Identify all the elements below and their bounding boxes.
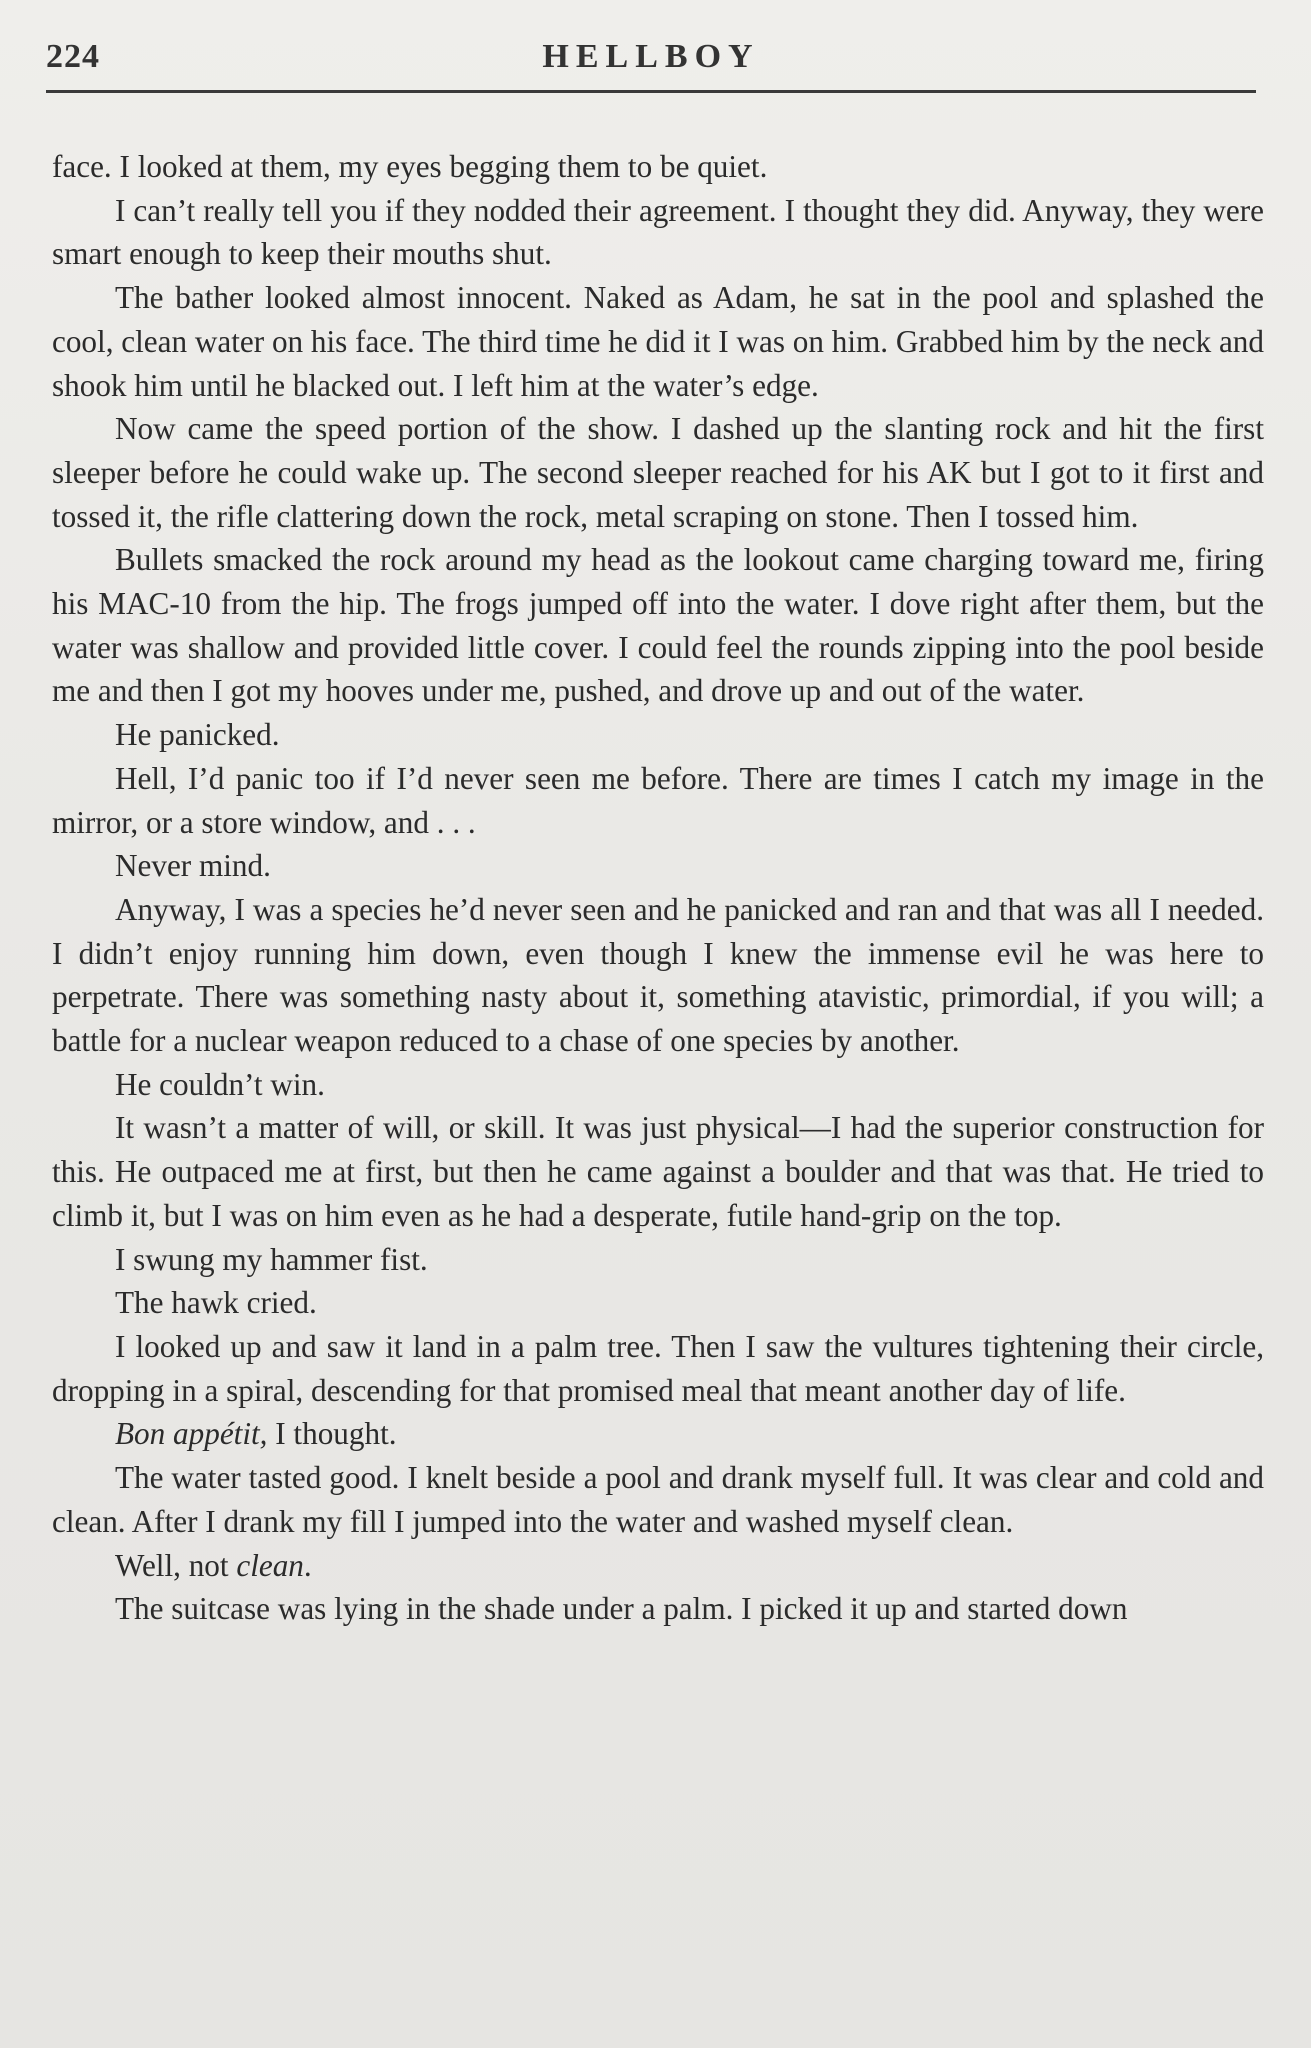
- italic-word: clean: [236, 1547, 304, 1583]
- body-text: [52, 145, 1264, 1631]
- paragraph: Hell, I’d panic too if I’d never seen me before. There are times I catch my image in the mirror, or a store window, and . . .: [52, 760, 1264, 840]
- paragraph-not-clean: [52, 1544, 1264, 1588]
- paragraph: I can’t really tell you if they nodded their agreement. I thought they did. Anyway, they were smart enough to keep their mouths shut.: [52, 192, 1264, 272]
- italic-phrase: Bon appétit,: [115, 1416, 268, 1452]
- paragraph: I swung my hammer fist.: [115, 1241, 428, 1277]
- text-run: I thought.: [267, 1416, 397, 1452]
- running-head: HELLBOY: [542, 38, 760, 75]
- paragraph: The hawk cried.: [115, 1285, 317, 1321]
- paragraph: The bather looked almost innocent. Naked as Adam, he sat in the pool and splashed the cool, clean water on his face. The third time he did it I was on him. Grabbed him by the neck and shook him until he blacked out. I left him at the water’s edge.: [52, 280, 1264, 403]
- paragraph: He panicked.: [115, 717, 280, 753]
- page-header: [46, 28, 1256, 96]
- paragraph-bon-appetit: [52, 1412, 1264, 1456]
- paragraph: It wasn’t a matter of will, or skill. It was just physical—I had the superior construction for this. He outpaced me at first, but then he came against a boulder and that was that. He tried to climb it, but I was on him even as he had a desperate, futile hand-grip on the top.: [52, 1110, 1264, 1233]
- page-number: 224: [46, 38, 100, 75]
- text-run: .: [303, 1547, 312, 1583]
- paragraph: I looked up and saw it land in a palm tree. Then I saw the vultures tightening their circle, dropping in a spiral, descending for that promised meal that meant another day of life.: [52, 1328, 1264, 1408]
- text-run: Well, not: [115, 1547, 237, 1583]
- paragraph: Bullets smacked the rock around my head as the lookout came charging toward me, firing his MAC-10 from the hip. The frogs jumped off into the water. I dove right after them, but the water was shallow and provided little cover. I could feel the rounds zipping into the pool beside me and then I got my hooves under me, pushed, and drove up and out of the water.: [52, 542, 1264, 709]
- header-rule: [46, 90, 1256, 93]
- paragraph: face. I looked at them, my eyes begging them to be quiet.: [52, 149, 768, 184]
- paragraph: He couldn’t win.: [115, 1066, 325, 1102]
- paragraph: The water tasted good. I knelt beside a pool and drank myself full. It was clear and cold and clean. After I drank my fill I jumped into the water and washed myself clean.: [52, 1460, 1264, 1539]
- paragraph: The suitcase was lying in the shade under a palm. I picked it up and started down: [115, 1591, 1128, 1627]
- paragraph: Never mind.: [115, 848, 271, 884]
- paragraph: Now came the speed portion of the show. I dashed up the slanting rock and hit the first sleeper before he could wake up. The second sleeper reached for his AK but I got to it first and tossed it, the rifle clattering down the rock, metal scraping on stone. Then I tossed him.: [52, 411, 1264, 534]
- paragraph: Anyway, I was a species he’d never seen and he panicked and ran and that was all I needed. I didn’t enjoy running him down, even though I knew the immense evil he was here to perpetrate. There was something nasty about it, something atavistic, primordial, if you will; a battle for a nuclear weapon reduced to a chase of one species by another.: [52, 891, 1264, 1059]
